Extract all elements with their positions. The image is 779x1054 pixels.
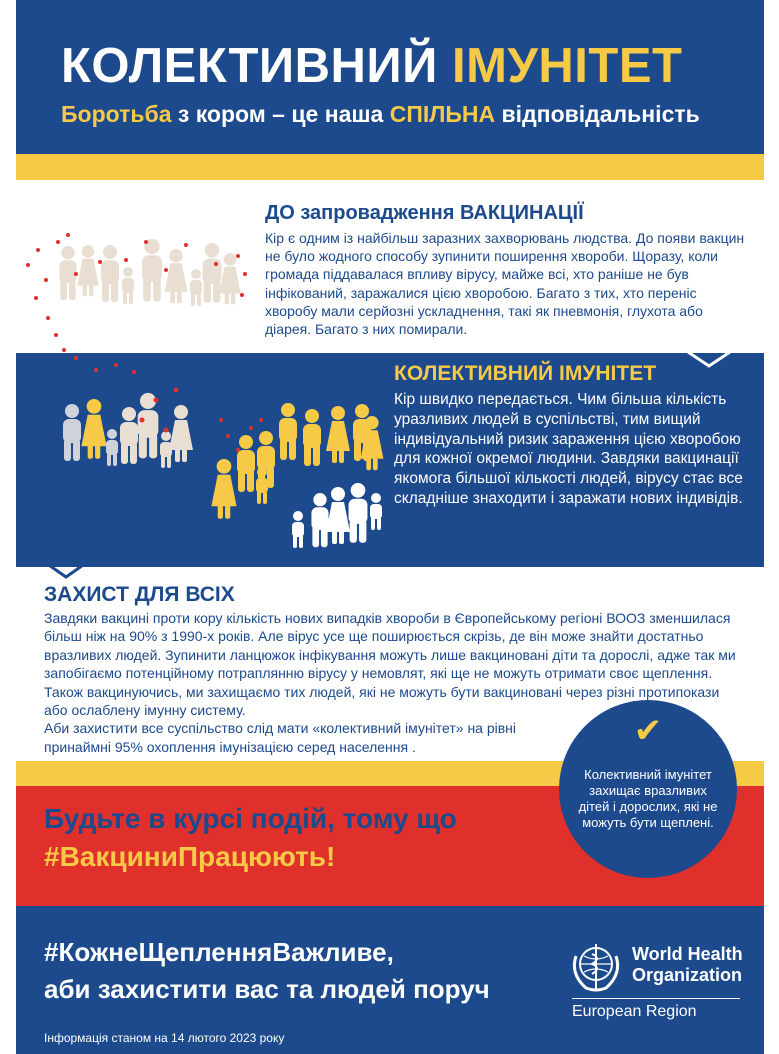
protected-crowd — [292, 483, 382, 548]
section-before-heading: ДО запровадження ВАКЦИНАЦІЇ — [265, 202, 584, 224]
callout-line-1: Будьте в курсі подій, тому що — [44, 803, 457, 834]
checkmark-icon: ✔ — [633, 711, 663, 751]
section-protection-heading: ЗАХИСТ ДЛЯ ВСІХ — [44, 583, 235, 606]
section-before-body: Кір є одним із найбільш заразних захворювань людства. До появи вакцин не було жодного способу зупинити поширення хвороби. Щоразу, коли громада піддавалася впливу вірусу, майже всі, хто раніше не був інфікований, заражалися цією хворобою. Багато з тих, хто переніс хворобу мали серйозні ускладнення, такі як пневмонія, глухота або діарея. Багато з них помирали. — [265, 230, 745, 338]
callout-hashtag: #ВакциниПрацюють! — [44, 841, 336, 872]
title-part-1: КОЛЕКТИВНИЙ — [61, 39, 452, 93]
section-herd-heading: КОЛЕКТИВНИЙ ІМУНІТЕТ — [394, 362, 657, 385]
chevron-down-icon — [688, 352, 730, 366]
footer-tagline: аби захистити вас та людей поруч — [44, 974, 490, 1004]
footer-hashtag: #КожнеЩепленняВажливе, — [44, 937, 394, 967]
subtitle-part-3: СПІЛЬНА — [389, 101, 496, 127]
org-name-line-2: Organization — [632, 965, 743, 985]
org-region: European Region — [572, 1003, 697, 1020]
chevron-down-icon-2 — [46, 563, 86, 577]
subtitle-part-1: Боротьба — [61, 101, 172, 127]
title-part-2: ІМУНІТЕТ — [451, 39, 683, 93]
section-protection-paragraph-1: Завдяки вакцині проти кору кількість нових випадків хвороби в Європейському регіоні ВООЗ зменшилася більш ніж на 90% з 1990-х років. Але вірус усе ще поширюється скрізь, де він може знайти достатньо вразливих людей. Зупинити ланцюжок інфікування можуть лише вакциновані діти та дорослі, адже так ми запобігаємо потенційному потраплянню вірусу у немовлят, які ще не можуть отримати своє щеплення. Також вакцинуючись, ми захищаємо тих людей, які не можуть бути вакциновані через різні протипокази або ослаблену імунну систему. — [44, 610, 736, 719]
unvaccinated-crowd — [59, 239, 240, 306]
subtitle-part-2: з кором – це наша — [171, 101, 390, 127]
section-protection-paragraph-2: Аби захистити все суспільство слід мати «колективний імунітет» на рівні принаймні 95% охоплення імунізацією серед населення . — [44, 720, 517, 755]
badge-text: Колективний імунітет захищає вразливих дітей і дорослих, які не можуть бути щеплені. — [578, 767, 718, 830]
section-herd-body: Кір швидко передається. Чим більша кількість уразливих людей в суспільстві, тим вищий індивідуальний ризик зараження цією хворобою для кожної окремої людини. Завдяки вакцинації якомога більшої кількості людей, вірусу стає все складніше знаходити і заражати нових індивідів. — [394, 391, 743, 507]
footer-band — [16, 906, 764, 1054]
poster-sheet — [16, 0, 764, 1054]
mixed-group-left — [63, 393, 193, 468]
who-emblem-icon — [566, 936, 626, 996]
org-divider — [572, 998, 740, 999]
herd-immunity-badge — [560, 701, 736, 877]
org-name-line-1: World Health — [632, 944, 743, 964]
footer-date: Інформація станом на 14 лютого 2023 року — [44, 1031, 285, 1045]
subtitle-part-4: відповідальність — [495, 101, 700, 127]
